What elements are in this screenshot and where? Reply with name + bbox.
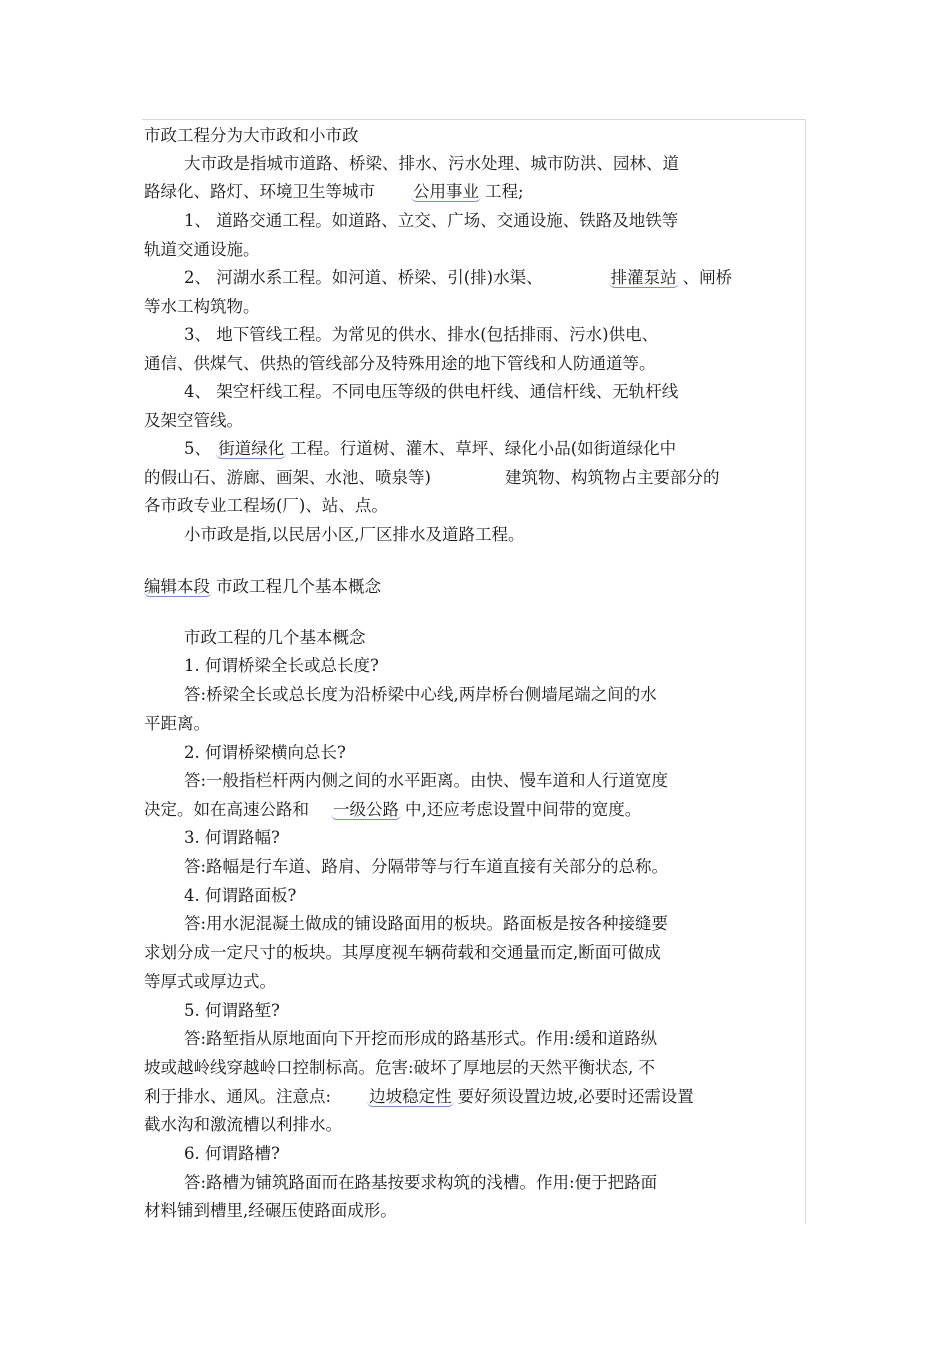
link-street-greening[interactable]: 街道绿化 (218, 439, 285, 458)
intro-line: 路绿化、路灯、环境卫生等城市 公用事业 工程; (144, 182, 524, 201)
answer: 答:用水泥混凝土做成的铺设路面用的板块。路面板是按各种接缝要 (184, 914, 669, 933)
link-public-utility[interactable]: 公用事业 (413, 182, 479, 201)
answer: 求划分成一定尺寸的板块。其厚度视车辆荷载和交通量而定,断面可做成 (144, 943, 661, 962)
answer: 答:路幅是行车道、路肩、分隔带等与行车道直接有关部分的总称。 (184, 857, 669, 876)
item-2: 2、 河湖水系工程。如河道、桥梁、引(排)水渠、 排灌泵站 、闸桥 (184, 268, 733, 287)
answer: 等厚式或厚边式。 (144, 972, 276, 991)
answer: 答:一般指栏杆两内侧之间的水平距离。由快、慢车道和人行道宽度 (184, 771, 669, 790)
link-first-class-highway[interactable]: 一级公路 (333, 800, 399, 819)
document-page (142, 119, 806, 1224)
item-3: 3、 地下管线工程。为常见的供水、排水(包括排雨、污水)供电、 (184, 325, 659, 344)
answer: 平距离。 (144, 714, 210, 733)
item-5: 5、 街道绿化 工程。行道树、灌木、草坪、绿化小品(如街道绿化中 (184, 439, 677, 458)
doc-title: 市政工程分为大市政和小市政 (144, 126, 359, 145)
link-slope-stability[interactable]: 边坡稳定性 (369, 1087, 452, 1106)
answer: 决定。如在高速公路和 一级公路 中,还应考虑设置中间带的宽度。 (144, 800, 642, 819)
item-1-cont: 轨道交通设施。 (144, 240, 260, 259)
answer: 坡或越岭线穿越岭口控制标高。危害:破坏了厚地层的天然平衡状态, 不 (144, 1058, 656, 1077)
edit-section-link[interactable]: 编辑本段 (144, 577, 210, 596)
answer: 材料铺到槽里,经碾压使路面成形。 (144, 1201, 397, 1220)
answer: 答:路堑指从原地面向下开挖而形成的路基形式。作用:缓和道路纵 (184, 1029, 658, 1048)
link-drainage-pump-station[interactable]: 排灌泵站 (610, 268, 677, 287)
item-1: 1、 道路交通工程。如道路、立交、广场、交通设施、铁路及地铁等 (184, 211, 679, 230)
question: 5. 何谓路堑? (184, 1001, 280, 1020)
question: 2. 何谓桥梁横向总长? (184, 743, 346, 762)
concepts-title: 市政工程的几个基本概念 (184, 628, 366, 647)
question: 6. 何谓路槽? (184, 1144, 280, 1163)
question: 3. 何谓路幅? (184, 828, 280, 847)
item-5-cont: 的假山石、游廊、画架、水池、喷泉等) 建筑物、构筑物占主要部分的 (144, 468, 720, 487)
section-heading: 编辑本段 市政工程几个基本概念 (144, 577, 381, 596)
item-5-cont: 各市政专业工程场(厂)、站、点。 (144, 496, 388, 515)
item-4-cont: 及架空管线。 (144, 411, 243, 430)
answer: 截水沟和激流槽以利排水。 (144, 1115, 342, 1134)
answer: 利于排水、通风。注意点: 边坡稳定性 要好须设置边坡,必要时还需设置 (144, 1087, 694, 1106)
item-4: 4、 架空杆线工程。不同电压等级的供电杆线、通信杆线、无轨杆线 (184, 382, 679, 401)
item-3-cont: 通信、供煤气、供热的管线部分及特殊用途的地下管线和人防通道等。 (144, 354, 656, 373)
small-municipal: 小市政是指,以民居小区,厂区排水及道路工程。 (184, 525, 525, 544)
question: 1. 何谓桥梁全长或总长度? (184, 656, 379, 675)
answer: 答:桥梁全长或总长度为沿桥梁中心线,两岸桥台侧墙尾端之间的水 (184, 685, 657, 704)
intro-line: 大市政是指城市道路、桥梁、排水、污水处理、城市防洪、园林、道 (184, 154, 679, 173)
item-2-cont: 等水工构筑物。 (144, 297, 260, 316)
answer: 答:路槽为铺筑路面而在路基按要求构筑的浅槽。作用:便于把路面 (184, 1173, 658, 1192)
question: 4. 何谓路面板? (184, 886, 297, 905)
